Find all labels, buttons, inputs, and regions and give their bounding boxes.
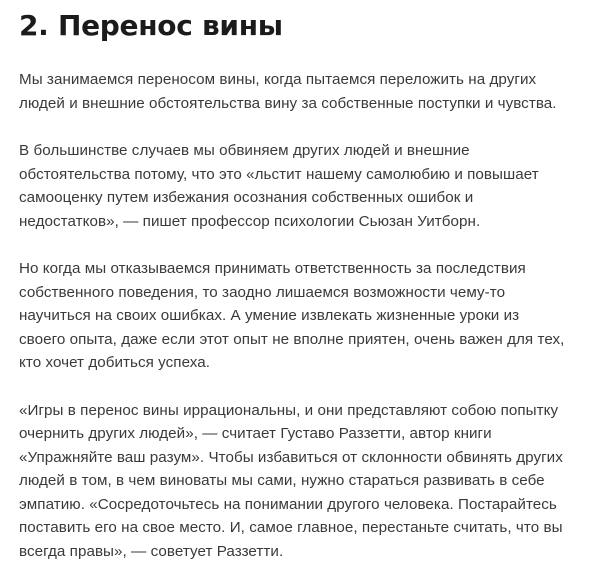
text-line: Но когда мы отказываемся принимать ответственность за последствия xyxy=(19,260,526,277)
text-line: В большинстве случаев мы обвиняем других людей и внешние xyxy=(19,142,470,159)
text-line: всегда правы», — советует Раззетти. xyxy=(19,542,284,560)
text-line: недостатков», — пишет профессор психологии Сьюзан Уитборн. xyxy=(19,212,481,230)
text-line: людей и внешние обстоятельства вину за собственные поступки и чувства. xyxy=(19,94,557,112)
paragraph-3 xyxy=(19,257,609,375)
text-line: обстоятельства потому, что это «льстит нашему самолюбию и повышает xyxy=(19,165,539,183)
text-line: своего опыта, даже если этот опыт не вполне приятен, очень важен для тех, xyxy=(19,330,565,348)
text-line: очернить других людей», — считает Густаво Раззетти, автор книги xyxy=(19,425,492,442)
section-heading: 2. Перенос вины xyxy=(19,9,283,42)
text-line: самооценку путем избежания осознания собственных ошибок и xyxy=(19,189,474,206)
article xyxy=(19,0,609,563)
text-line: Мы занимаемся переносом вины, когда пытаемся переложить на других xyxy=(19,71,537,88)
text-line: кто хочет добиться успеха. xyxy=(19,354,210,371)
text-line: «Упражняйте ваш разум». Чтобы избавиться от склонности обвинять других xyxy=(19,448,563,466)
text-line: «Игры в перенос вины иррациональны, и они представляют собою попытку xyxy=(19,401,559,419)
text-line: научиться на своих ошибках. А умение извлекать жизненные уроки из xyxy=(19,307,520,324)
text-line: эмпатию. «Сосредоточьтесь на понимании другого человека. Постарайтесь xyxy=(19,495,557,513)
text-line: поставить его на свое место. И, самое главное, перестаньте считать, что вы xyxy=(19,519,563,536)
paragraph-4 xyxy=(19,399,609,564)
paragraph-1 xyxy=(19,68,609,115)
text-line: людей в том, в чем виноваты мы сами, нужно стараться развивать в себе xyxy=(19,472,545,489)
paragraph-2 xyxy=(19,139,609,233)
text-line: собственного поведения, то заодно лишаемся возможности чему-то xyxy=(19,283,506,301)
